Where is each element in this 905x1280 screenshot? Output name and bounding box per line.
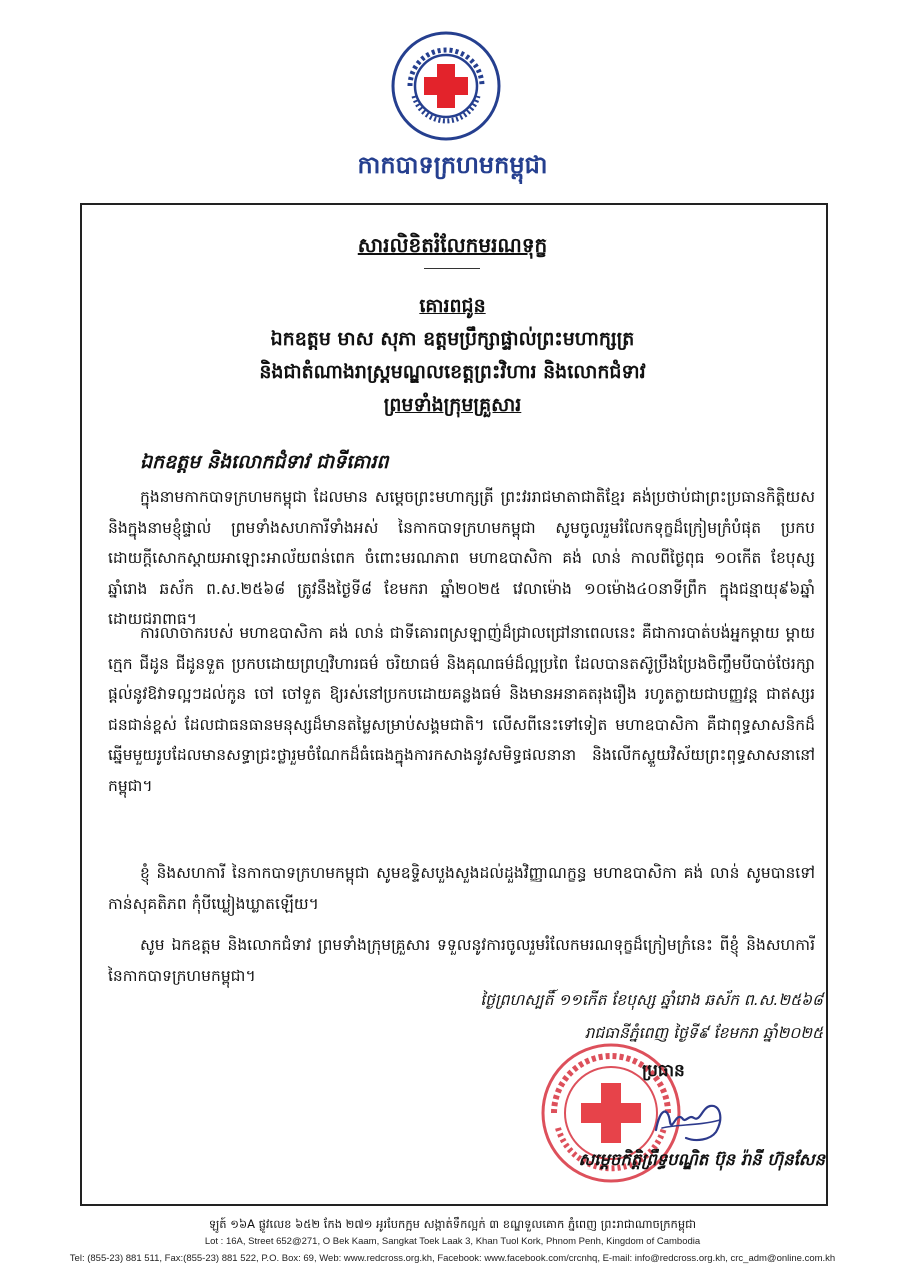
body-paragraph: សូម ឯកឧត្តម និងលោកជំទាវ ព្រមទាំងក្រុមគ្រួសារ ទទួលនូវការចូលរួមរំលែកមរណទុក្ខដ៏ក្រៀមក្រំនេះ ពីខ្ញុំ និងសហការី នៃកាកបាទក្រហមកម្ពុជា។ — [108, 936, 815, 985]
red-cross-logo — [390, 30, 502, 142]
date-lunar: ថ្ងៃព្រហស្បតិ៍ ១១កើត ខែបុស្ស ឆ្នាំរោង ឆស័ក ព.ស.២៥៦៨ — [480, 991, 823, 1009]
recipient-line: គោរពជូន — [419, 295, 486, 317]
letter-title: សារលិខិតរំលែកមរណទុក្ខ — [357, 233, 548, 257]
footer-address-khmer: ឡូត៍ ១៦A ផ្លូវលេខ ៦៥២ កែង ២៧១ អូរបែកក្អម សង្កាត់ទឹកល្អក់ ៣ ខណ្ឌទួលគោក ភ្នំពេញ ព្រះរាជាណាចក្រកម្ពុជា — [208, 1217, 697, 1231]
body-paragraph: ខ្ញុំ និងសហការី នៃកាកបាទក្រហមកម្ពុជា សូមឧទ្ទិសបួងសួងដល់ដួងវិញ្ញាណក្ខន្ធ មហាឧបាសិកា គង់ លាន់ សូមបានទៅកាន់សុគតិភព កុំបីឃ្លៀងឃ្លាតឡើយ។ — [108, 864, 815, 913]
recipient-line: ឯកឧត្តម មាស សុភា ឧត្តមប្រឹក្សាផ្ទាល់ព្រះមហាក្សត្រ — [270, 328, 635, 350]
recipients-block — [90, 290, 815, 422]
salutation: ឯកឧត្តម និងលោកជំទាវ ជាទីគោរព — [140, 451, 389, 473]
signer-role: ប្រធាន — [642, 1061, 685, 1081]
signature-icon — [650, 1088, 730, 1148]
date-solar: រាជធានីភ្នំពេញ ថ្ងៃទី៩ ខែមករា ឆ្នាំ២០២៥ — [584, 1024, 823, 1042]
recipient-line: និងជាតំណាងរាស្ត្រមណ្ឌលខេត្តព្រះវិហារ និងលោកជំទាវ — [259, 361, 646, 383]
organization-name: កាកបាទក្រហមកម្ពុជា — [357, 151, 548, 179]
body-paragraph: ក្នុងនាមកាកបាទក្រហមកម្ពុជា ដែលមាន សម្តេចព្រះមហាក្សត្រី ព្រះវររាជមាតាជាតិខ្មែរ គង់ប្រថាប់ជាព្រះប្រធានកិត្តិយស និងក្នុងនាមខ្ញុំផ្ទាល់ ព្រមទាំងសហការីទាំងអស់ នៃកាកបាទក្រហមកម្ពុជា សូមចូលរួមរំលែកទុក្ខដ៏ក្រៀមក្រំបំផុត ប្រកបដោយក្តីសោកស្តាយអាឡោះអាល័យពន់ពេក ចំពោះមរណភាព មហាឧបាសិកា គង់ លាន់ កាលពីថ្ងៃពុធ ១០កើត ខែបុស្ស ឆ្នាំរោង ឆស័ក ព.ស.២៥៦៨ ត្រូវនឹងថ្ងៃទី៨ ខែមករា ឆ្នាំ២០២៥ វេលាម៉ោង ១០ម៉ោង៤០នាទីព្រឹក ក្នុងជន្មាយុ៩៦ឆ្នាំ ដោយជរាពាធ។ — [108, 488, 815, 628]
footer-address-english: Lot : 16A, Street 652@271, O Bek Kaam, Sangkat Toek Laak 3, Khan Tuol Kork, Phnom Penh, Kingdom of Cambodia — [204, 1236, 701, 1247]
signer-name: សម្តេចកិត្តិព្រឹទ្ធបណ្ឌិត ប៊ុន រ៉ានី ហ៊ុនសែន — [578, 1150, 825, 1169]
footer-contact: Tel: (855-23) 881 511, Fax:(855-23) 881 522, P.O. Box: 69, Web: www.redcross.org.kh, Facebook: www.facebook.com/crcnhq, E-mail: info@redcross.org.kh, crc_adm@online.com.kh — [69, 1253, 836, 1264]
red-cross-emblem-icon — [390, 30, 502, 142]
title-divider — [424, 268, 480, 269]
body-paragraph: ការលាចាករបស់ មហាឧបាសិកា គង់ លាន់ ជាទីគោរពស្រឡាញ់ដ៏ជ្រាលជ្រៅនាពេលនេះ គឺជាការបាត់បង់អ្នកម្តាយ ម្តាយក្មេក ជីដូន ជីដូនទួត ប្រកបដោយព្រហ្មវិហារធម៌ ចរិយាធម៌ និងគុណធម៌ដ៏ល្អប្រពៃ ដែលបានតស៊ូប្រឹងប្រែងចិញ្ចឹមបីបាច់ថែរក្សា ផ្តល់នូវឱវាទល្អៗដល់កូន ចៅ ចៅទួត ឱ្យរស់នៅប្រកបដោយគន្លងធម៌ និងមានអនាគតរុងរឿង រហូតក្លាយជាបញ្ញវន្ត ជាឥស្សរជនជាន់ខ្ពស់ ដែលជាធនធានមនុស្សដ៏មានតម្លៃសម្រាប់សង្គមជាតិ។ លើសពីនេះទៅទៀត មហាឧបាសិកា គឺជាពុទ្ធសាសនិកដ៏ឆ្នើមមួយរូបដែលមានសទ្ធាជ្រះថ្លារួមចំណែកដ៏ធំធេងក្នុងការកសាងនូវសមិទ្ធផលនានា និងលើកស្ទួយវិស័យព្រះពុទ្ធសាសនានៅកម្ពុជា។ — [108, 624, 815, 795]
handwritten-signature — [650, 1088, 730, 1148]
recipient-line: ព្រមទាំងក្រុមគ្រួសារ — [383, 394, 522, 416]
